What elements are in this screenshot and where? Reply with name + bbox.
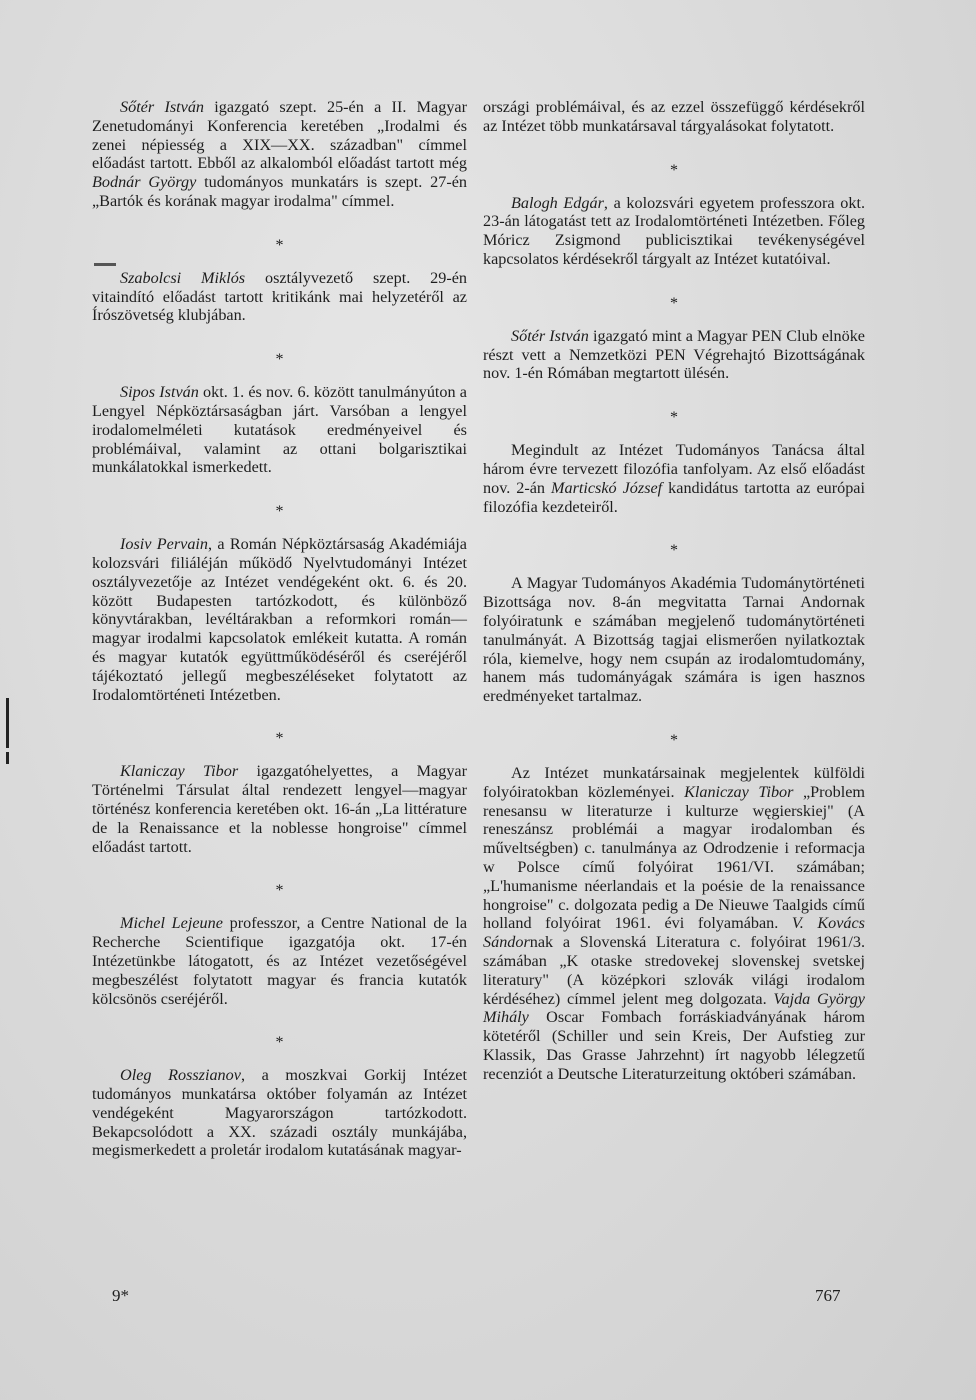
paragraph-text: „Problem renesansu w literaturze i kulturze węgierskiej" (A reneszánsz problémái a magyar irodalomban és műveltségben) c. tanulmánya az Odrodzenie i reformacja w Polsce című folyóirat 1961/VI. számában; „L'humanisme néerlandais et la poésie de la renaissance hongroise" c. dolgozata pedig a De Nieuwe Taalgids című holland folyóirat 1961. évi folyamában. (483, 782, 865, 933)
paragraph-text: Megindult az Intézet Tudományos Tanácsa által három évre tervezett filozófia tanfolyam. Az első előadást nov. 2-án (483, 441, 865, 497)
person-name: Iosiv Pervain (120, 535, 209, 554)
news-paragraph (483, 441, 865, 516)
paragraph-text: igazgató szept. 25-én a II. Magyar Zenetudományi Konferencia keretében „Irodalmi és zenei népiesség a XIX—XX. században" címmel előadást tartott. Ebből az alkalomból előadást tartott még (92, 98, 467, 173)
margin-mark-small (6, 752, 9, 764)
person-name: Bodnár György (92, 173, 197, 192)
paragraph-text: professzor, a Centre National de la Recherche Scientifique igazgatója okt. 17-én Intézetünkbe látogatott, és az Intézet vezetőségével megbeszélést folytatott magyar és francia kutatók kölcsönös cseréjéről. (92, 914, 468, 1008)
paragraph-text: országi problémáival, és az ezzel összefüggő kérdésekről az Intézet több munkatársaval tárgyalásokat folytatott. (483, 98, 865, 135)
section-separator: * (670, 542, 678, 560)
person-name: Klaniczay Tibor (120, 762, 239, 781)
person-name: Szabolcsi Miklós (120, 268, 246, 287)
section-separator: * (670, 294, 678, 312)
section-separator: * (275, 1034, 284, 1052)
paragraph-text: kandidátus tartotta az európai filozófia kezdeteiről. (483, 478, 865, 516)
paragraph-text: , a Román Népköztársaság Akadémiája kolozsvári filiáléján működő Nyelvtudományi Intézet osztályvezetője az Intézet vendégeként okt. 6. és 20. között Budapesten tartózkodott, és különböző könyvtárakban, levéltárakban a reformkori román—magyar irodalmi kapcsolatok emlékeit kutatta. A román és magyar kutatók együttműködéséről és cseréjéről tájékoztató jellegű megbeszéléseket folytatott az Irodalomtörténeti Intézetben. (92, 535, 467, 704)
person-name: Sipos István (120, 383, 199, 402)
person-name: Balogh Edgár (511, 193, 604, 212)
paragraph-text: osztályvezető szept. 29-én vitaindító előadást tartott kritikánk mai helyzetéről az Írószövetség klubjában. (92, 268, 467, 325)
person-name: Sőtér István (511, 326, 589, 345)
paragraph-text: igazgató mint a Magyar PEN Club elnöke részt vett a Nemzetközi PEN Végrehajtó Bizottságának nov. 1-én Rómában megtartott ülésén. (483, 326, 865, 383)
person-name: Oleg Rosszianov (120, 1066, 241, 1085)
margin-mark (6, 698, 9, 748)
signature-mark: 9* (112, 1286, 129, 1305)
news-paragraph (483, 98, 865, 136)
paragraph-text: nak a Slovenská Literatura c. folyóirat 1961/3. számában „K otaske stredovekej slovenskej svetskej literatury" (A középkori szlovák világi irodalom kérdéséhez) címmel jelent meg dolgozata. (483, 933, 865, 1008)
section-separator: * (670, 409, 678, 427)
section-separator: * (275, 503, 284, 521)
person-name: Sőtér István (120, 98, 205, 116)
section-separator: * (275, 236, 284, 254)
paragraph-text: igazgatóhelyettes, a Magyar Történelmi Társulat által rendezett lengyel—magyar történész konferencia keretében okt. 16-án „La littérature de la Renaissance et la noblesse hongroise" címmel előadást tartott. (92, 762, 467, 856)
person-name: Marticskó József (551, 478, 663, 497)
news-paragraph (483, 194, 865, 269)
paragraph-text: Az Intézet munkatársainak megjelentek külföldi folyóiratokban közleményei. (483, 763, 865, 801)
right-column (483, 98, 865, 1083)
page-number: 767 (815, 1286, 841, 1305)
news-paragraph (92, 383, 467, 477)
news-paragraph (92, 98, 467, 211)
news-paragraph (92, 762, 467, 856)
section-separator: * (275, 351, 284, 369)
section-separator: * (670, 161, 678, 179)
person-name: Vajda György Mihály (483, 989, 865, 1027)
paragraph-text: , a kolozsvári egyetem professzora okt. 23-án látogatást tett az Irodalomtörténeti Intézetben. Főleg Móricz Zsigmond publicisztikai tevékenységével kapcsolatos kérdésekről tárgyalt az Intézet kutatóival. (483, 193, 865, 268)
news-paragraph (483, 764, 865, 1084)
news-paragraph (483, 574, 865, 706)
section-separator: * (275, 730, 284, 748)
paragraph-text: , a moszkvai Gorkij Intézet tudományos munkatársa október folyamán az Intézet vendégeként Magyarországon tartózkodott. Bekapcsolódott a XX. századi osztály munkájába, megismerkedett a proletár irodalom kutatásának magyar- (92, 1066, 467, 1160)
paragraph-text: okt. 1. és nov. 6. között tanulmányúton a Lengyel Népköztársaságban járt. Varsóban a lengyel irodalomelméleti kutatások eredményeivel és problémáival, valamint az ottani bolgarisztikai munkálatokkal ismerkedett. (92, 383, 467, 477)
section-separator: * (275, 882, 284, 900)
news-paragraph (92, 269, 467, 325)
paragraph-text: Oscar Fombach forráskiadványának három kötetéről (Schiller und sein Kreis, Der Aufstieg zur Klassik, Das Grasse Jahrzehnt) írt nagyobb lélegzetű recenziót a Deutsche Literaturzeitung októberi számában. (483, 1008, 865, 1083)
paragraph-text: A Magyar Tudományos Akadémia Tudománytörténeti Bizottsága nov. 8-án megvitatta Tarnai Andornak folyóiratunk e számában megjelenő tudománytörténeti tanulmányát. A Bizottság tagjai elismerően nyilatkoztak róla, kiemelve, hogy nem csupán az irodalomtudomány, hanem más tudományágak számára is igen hasznos eredményeket tartalmaz. (483, 574, 865, 706)
person-name: Klaniczay Tibor (684, 782, 794, 801)
person-name: V. Kovács Sándor (483, 914, 865, 952)
news-paragraph (92, 1066, 467, 1160)
section-separator: * (670, 731, 678, 749)
left-column (92, 98, 467, 1160)
news-paragraph (92, 535, 467, 704)
news-paragraph (483, 327, 865, 383)
person-name: Michel Lejeune (120, 914, 223, 933)
news-paragraph (92, 914, 467, 1008)
paragraph-text: tudományos munkatárs is szept. 27-én „Bartók és korának magyar irodalma" címmel. (92, 173, 467, 210)
